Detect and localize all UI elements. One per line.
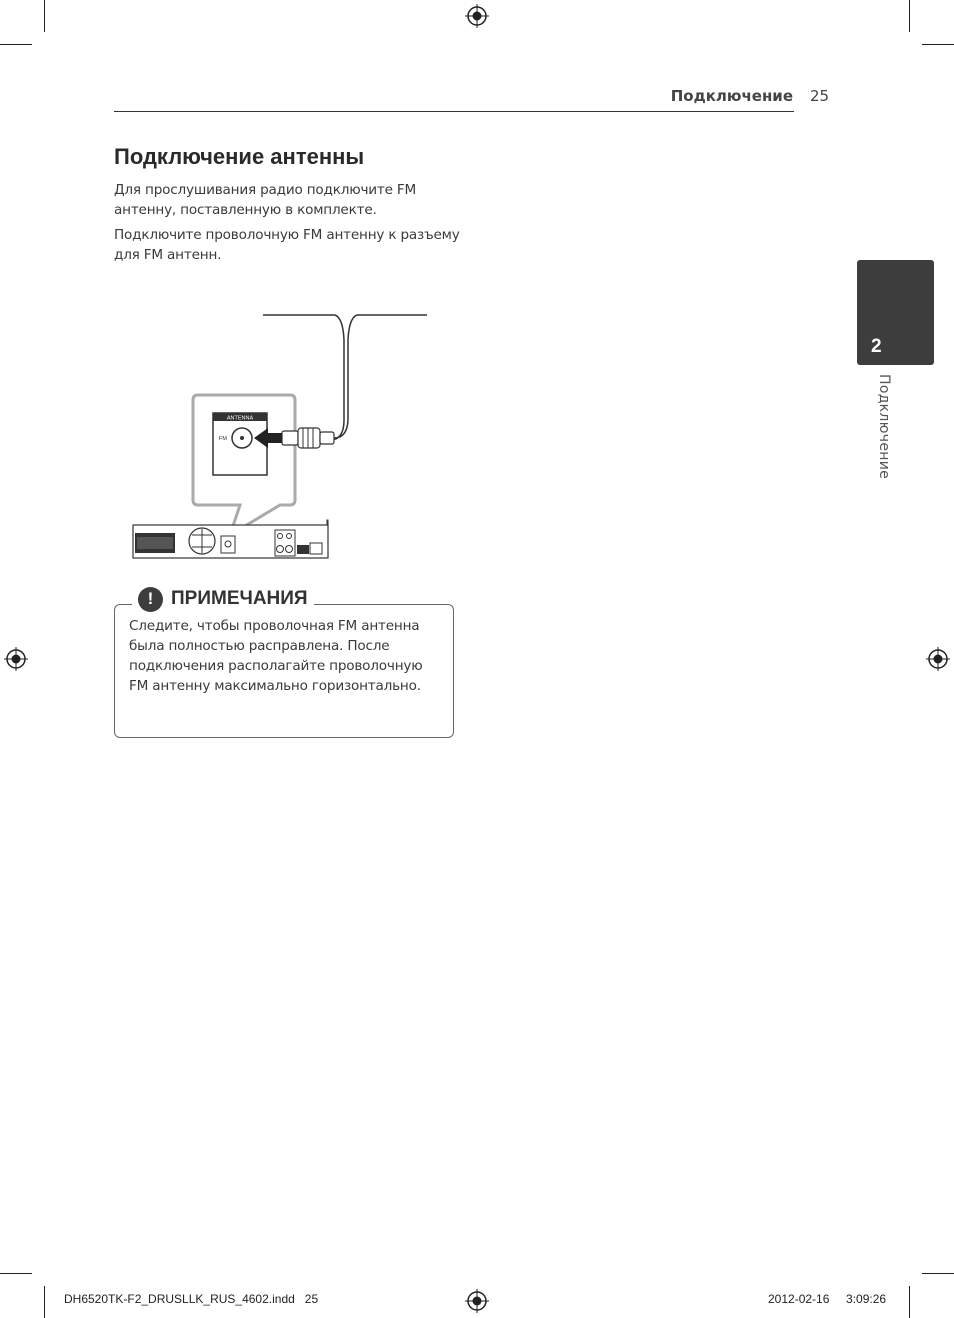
- chapter-tab: [857, 260, 934, 365]
- crop-mark: [0, 44, 32, 45]
- notes-text: Следите, чтобы проволочная FM антенна была полностью расправлена. После подключения располагайте проволочную FM антенну максимально горизонтально.: [129, 618, 423, 694]
- instruction-paragraph: Подключите проволочную FM антенну к разъему для FM антенн.: [114, 227, 460, 263]
- footer-datetime: 2012-02-16 3:09:26: [768, 1292, 887, 1306]
- notes-title: ПРИМЕЧАНИЯ: [171, 588, 308, 609]
- header-section-title: Подключение: [670, 87, 793, 105]
- registration-mark-icon: [465, 1289, 489, 1313]
- registration-mark-icon: [4, 647, 28, 671]
- registration-mark-icon: [926, 647, 950, 671]
- registration-mark-icon: [465, 4, 489, 28]
- chapter-label: Подключение: [876, 374, 892, 480]
- unit-rear-panel: [133, 520, 328, 558]
- crop-mark: [909, 1286, 910, 1318]
- antenna-connection-diagram: [130, 300, 450, 565]
- footer-file-name: DH6520TK-F2_DRUSLLK_RUS_4602.indd 25: [64, 1292, 319, 1306]
- crop-mark: [44, 1286, 45, 1318]
- exclamation-icon: !: [138, 587, 163, 612]
- page-title: Подключение антенны: [114, 144, 365, 169]
- chapter-number: 2: [871, 336, 882, 357]
- fm-jack-label: FM: [219, 436, 227, 442]
- crop-mark: [44, 0, 45, 32]
- antenna-panel-label: ANTENNA: [226, 415, 254, 422]
- crop-mark: [0, 1273, 32, 1274]
- intro-paragraph: Для прослушивания радио подключите FM антенну, поставленную в комплекте.: [114, 182, 417, 218]
- header-divider: [114, 111, 794, 112]
- crop-mark: [922, 1273, 954, 1274]
- notes-header: [132, 584, 314, 614]
- header-page-number: 25: [810, 87, 830, 105]
- fm-plug: [282, 428, 334, 448]
- crop-mark: [909, 0, 910, 32]
- crop-mark: [922, 44, 954, 45]
